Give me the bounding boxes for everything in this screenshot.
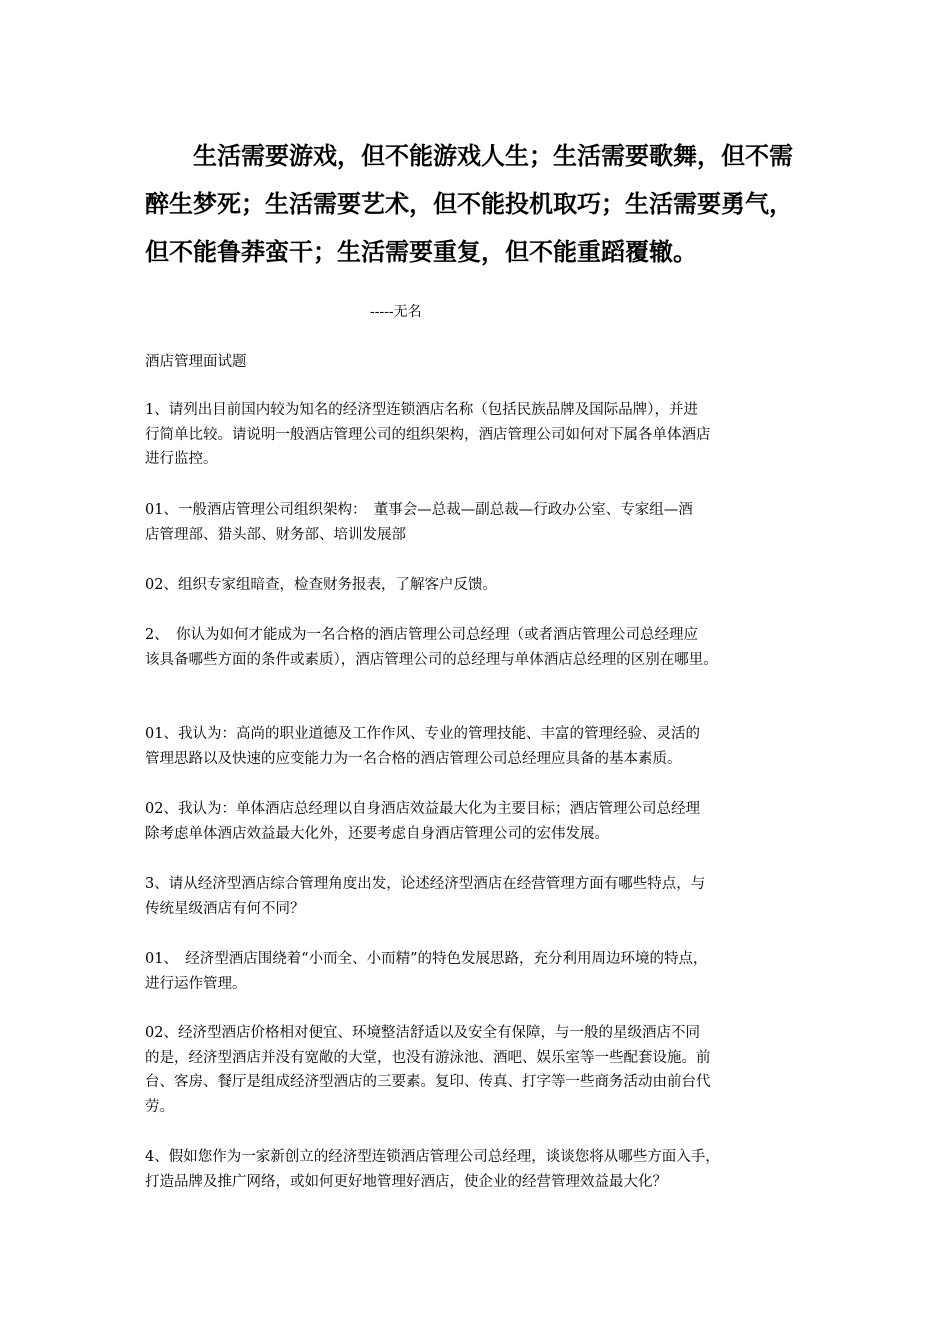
answer-3-01 [145,947,810,996]
quote-author: -----无名 [370,304,422,320]
paragraph-line: 02、组织专家组暗查，检查财务报表，了解客户反馈。 [145,577,497,593]
quote-line: 醉生梦死；生活需要艺术，但不能投机取巧；生活需要勇气， [145,190,793,218]
paragraph-line: 行简单比较。请说明一般酒店管理公司的组织架构，酒店管理公司如何对下属各单体酒店 [145,426,711,443]
document-title: 酒店管理面试题 [145,354,247,370]
paragraph-line: 进行运作管理。 [145,975,247,992]
paragraph-line: 进行监控。 [145,451,218,467]
paragraph-line: 01、我认为：高尚的职业道德及工作作风、专业的管理技能、丰富的管理经验、灵活的 [145,726,700,742]
paragraph-line: 传统星级酒店有何不同？ [145,900,305,917]
question-4 [145,1145,810,1194]
paragraph-line: 3、请从经济型酒店综合管理角度出发，论述经济型酒店在经营管理方面有哪些特点，与 [145,876,706,892]
question-1 [145,398,810,472]
paragraph-line: 01、一般酒店管理公司组织架构： 董事会—总裁—副总裁—行政办公室、专家组—酒 [145,502,693,518]
question-3 [145,872,810,921]
paragraph-line: 打造品牌及推广网络，或如何更好地管理好酒店，使企业的经营管理效益最大化？ [145,1173,667,1190]
quote-line: 但不能鲁莽蛮干；生活需要重复，但不能重蹈覆辙。 [145,238,697,266]
paragraph-line: 除考虑单体酒店效益最大化外，还要考虑自身酒店管理公司的宏伟发展。 [145,825,609,842]
paragraph-line: 1、请列出目前国内较为知名的经济型连锁酒店名称（包括民族品牌及国际品牌），并进 [145,402,698,418]
answer-1-02 [145,573,810,598]
paragraph-line: 店管理部、猎头部、财务部、培训发展部 [145,526,406,543]
answer-2-01 [145,722,810,771]
paragraph-line: 01、 经济型酒店围绕着“小而全、小而精”的特色发展思路，充分利用周边环境的特点， [145,951,708,967]
paragraph-line: 4、假如您作为一家新创立的经济型连锁酒店管理公司总经理，谈谈您将从哪些方面入手， [145,1149,720,1165]
paragraph-line: 管理思路以及快速的应变能力为一名合格的酒店管理公司总经理应具备的基本素质。 [145,750,682,767]
quote-block [145,132,805,276]
paragraph-line: 劳。 [145,1098,174,1115]
paragraph-line: 该具备哪些方面的条件或素质），酒店管理公司的总经理与单体酒店总经理的区别在哪里。 [145,651,718,668]
paragraph-line: 02、我认为：单体酒店总经理以自身酒店效益最大化为主要目标；酒店管理公司总经理 [145,801,700,817]
paragraph-line: 台、客房、餐厅是组成经济型酒店的三要素。复印、传真、打字等一些商务活动由前台代 [145,1074,711,1090]
answer-3-02 [145,1021,810,1119]
question-2 [145,623,810,672]
answer-2-02 [145,797,810,846]
answer-1-01 [145,498,810,547]
paragraph-line: 的是，经济型酒店并没有宽敞的大堂，也没有游泳池、酒吧、娱乐室等一些配套设施。前 [145,1049,711,1066]
paragraph-line: 2、 你认为如何才能成为一名合格的酒店管理公司总经理（或者酒店管理公司总经理应 [145,627,698,643]
paragraph-line: 02、经济型酒店价格相对便宜、环境整洁舒适以及安全有保障，与一般的星级酒店不同 [145,1025,700,1041]
quote-line: 生活需要游戏，但不能游戏人生；生活需要歌舞，但不需 [145,142,793,170]
